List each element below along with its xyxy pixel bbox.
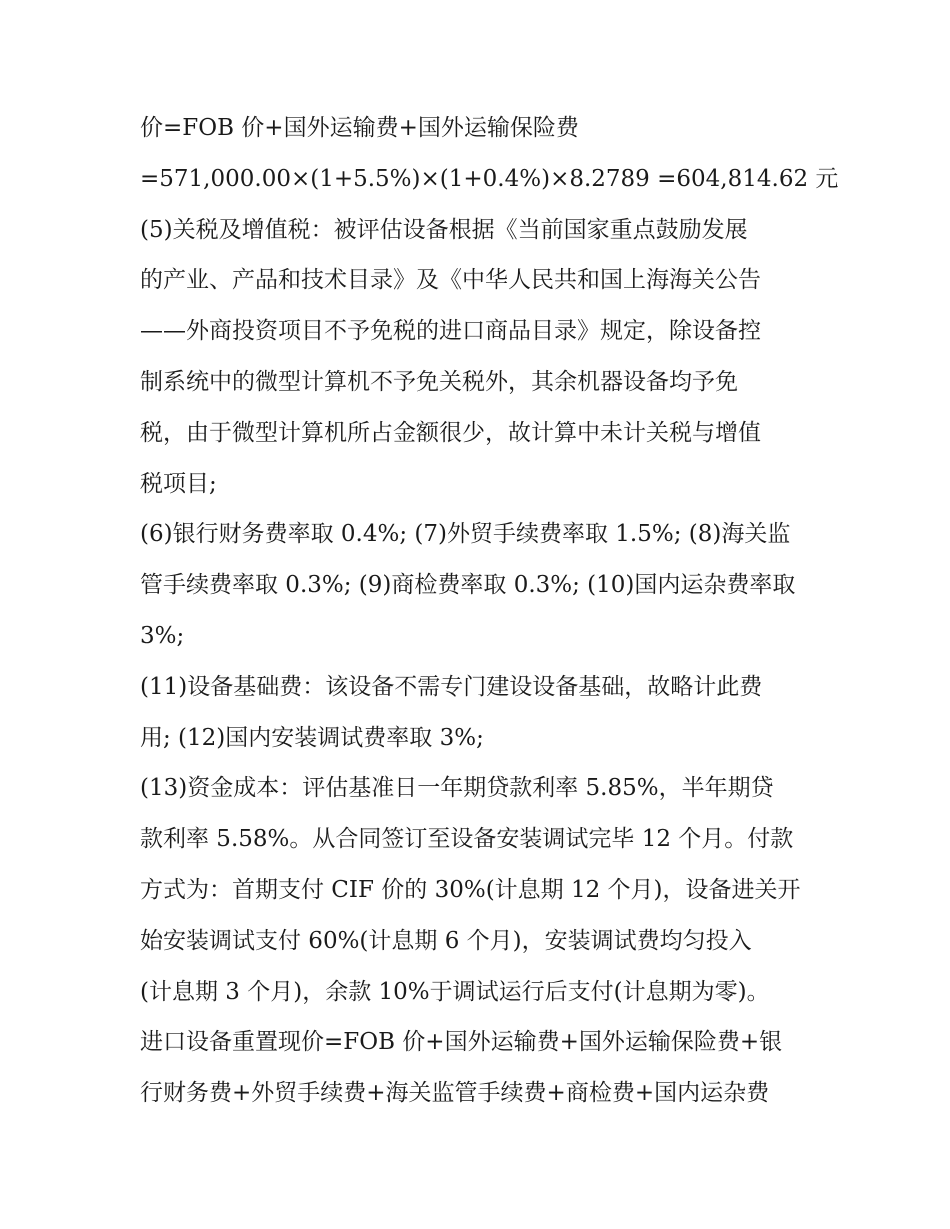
text-line-tariff-1: (5)关税及增值税：被评估设备根据《当前国家重点鼓励发展: [140, 216, 748, 243]
text-line-foundation-1: (11)设备基础费：该设备不需专门建设设备基础，故略计此费: [140, 673, 763, 700]
text-line-capital-cost-1: (13)资金成本：评估基准日一年期贷款利率 5.85%，半年期贷: [140, 775, 774, 802]
text-line-capital-cost-2: 款利率 5.58%。从合同签订至设备安装调试完毕 12 个月。付款: [140, 826, 794, 853]
text-line-replacement-cost-2: 行财务费+外贸手续费+海关监管手续费+商检费+国内运杂费: [140, 1080, 770, 1107]
text-line-cif-calculation: =571,000.00×(1+5.5%)×(1+0.4%)×8.2789 =604,814.62 元: [140, 165, 839, 192]
text-line-tariff-5: 税，由于微型计算机所占金额很少，故计算中未计关税与增值: [140, 419, 761, 446]
text-line-capital-cost-5: (计息期 3 个月)，余款 10%于调试运行后支付(计息期为零)。: [140, 978, 770, 1005]
text-line-cif-formula: 价=FOB 价+国外运输费+国外运输保险费: [140, 115, 579, 141]
text-line-tariff-3: ——外商投资项目不予免税的进口商品目录》规定，除设备控: [140, 318, 761, 345]
document-body: [140, 103, 839, 1119]
text-line-fee-rates-3: 3%;: [140, 622, 185, 649]
text-line-tariff-6: 税项目;: [140, 470, 217, 497]
text-line-capital-cost-3: 方式为：首期支付 CIF 价的 30%(计息期 12 个月)，设备进关开: [140, 876, 801, 903]
text-line-fee-rates-2: 管手续费率取 0.3%; (9)商检费率取 0.3%; (10)国内运杂费率取: [140, 572, 796, 599]
text-line-fee-rates-1: (6)银行财务费率取 0.4%; (7)外贸手续费率取 1.5%; (8)海关监: [140, 521, 791, 548]
text-line-foundation-2: 用; (12)国内安装调试费率取 3%;: [140, 724, 484, 751]
text-line-capital-cost-4: 始安装调试支付 60%(计息期 6 个月)，安装调试费均匀投入: [140, 927, 752, 954]
text-line-tariff-2: 的产业、产品和技术目录》及《中华人民共和国上海海关公告: [140, 267, 761, 294]
text-line-replacement-cost-1: 进口设备重置现价=FOB 价+国外运输费+国外运输保险费+银: [140, 1029, 783, 1056]
text-line-tariff-4: 制系统中的微型计算机不予免关税外，其余机器设备均予免: [140, 368, 738, 395]
